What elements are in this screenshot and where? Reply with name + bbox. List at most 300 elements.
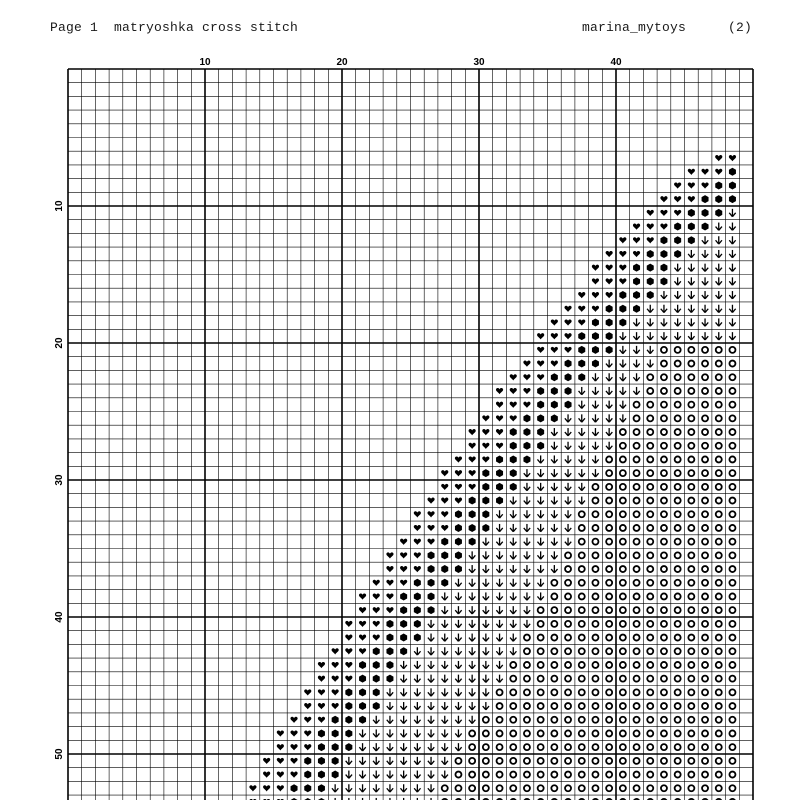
filled-hexagon-symbol <box>510 483 517 491</box>
filled-hexagon-symbol <box>359 716 366 724</box>
filled-hexagon-symbol <box>386 620 393 628</box>
ring-symbol <box>634 470 640 476</box>
ring-symbol <box>634 429 640 435</box>
ring-symbol <box>702 730 708 736</box>
ring-symbol <box>538 703 544 709</box>
heart-symbol <box>701 182 708 188</box>
down-arrow-symbol <box>620 373 626 381</box>
ring-symbol <box>592 593 598 599</box>
ring-symbol <box>702 498 708 504</box>
ring-symbol <box>702 525 708 531</box>
ring-symbol <box>469 744 475 750</box>
ring-symbol <box>634 785 640 791</box>
down-arrow-symbol <box>661 332 667 340</box>
ring-symbol <box>716 539 722 545</box>
ring-symbol <box>716 402 722 408</box>
heart-symbol <box>606 278 613 284</box>
ring-symbol <box>647 772 653 778</box>
ring-symbol <box>661 662 667 668</box>
ring-symbol <box>729 621 735 627</box>
ring-symbol <box>729 772 735 778</box>
heart-symbol <box>633 237 640 243</box>
down-arrow-symbol <box>400 716 406 724</box>
ring-symbol <box>661 402 667 408</box>
down-arrow-symbol <box>442 620 448 628</box>
down-arrow-symbol <box>729 264 735 272</box>
down-arrow-symbol <box>537 579 543 587</box>
down-arrow-symbol <box>702 332 708 340</box>
down-arrow-symbol <box>373 784 379 792</box>
ring-symbol <box>729 662 735 668</box>
ring-symbol <box>729 361 735 367</box>
ring-symbol <box>661 566 667 572</box>
down-arrow-symbol <box>483 579 489 587</box>
filled-hexagon-symbol <box>496 483 503 491</box>
ring-symbol <box>716 621 722 627</box>
down-arrow-symbol <box>455 592 461 600</box>
heart-symbol <box>386 580 393 586</box>
heart-symbol <box>469 443 476 449</box>
filled-hexagon-symbol <box>414 579 421 587</box>
ring-symbol <box>675 758 681 764</box>
row-label: 40 <box>54 611 65 623</box>
ring-symbol <box>606 484 612 490</box>
ring-symbol <box>661 525 667 531</box>
ring-symbol <box>688 484 694 490</box>
ring-symbol <box>538 730 544 736</box>
ring-symbol <box>688 717 694 723</box>
heart-symbol <box>386 552 393 558</box>
heart-symbol <box>373 607 380 613</box>
ring-symbol <box>483 744 489 750</box>
heart-symbol <box>523 388 530 394</box>
filled-hexagon-symbol <box>537 387 544 395</box>
filled-hexagon-symbol <box>551 401 558 409</box>
heart-symbol <box>688 182 695 188</box>
filled-hexagon-symbol <box>400 592 407 600</box>
down-arrow-symbol <box>661 291 667 299</box>
heart-symbol <box>318 717 325 723</box>
down-arrow-symbol <box>469 661 475 669</box>
filled-hexagon-symbol <box>537 414 544 422</box>
ring-symbol <box>551 621 557 627</box>
ring-symbol <box>592 717 598 723</box>
ring-symbol <box>675 361 681 367</box>
down-arrow-symbol <box>496 592 502 600</box>
ring-symbol <box>702 415 708 421</box>
down-arrow-symbol <box>428 661 434 669</box>
ring-symbol <box>592 758 598 764</box>
ring-symbol <box>606 470 612 476</box>
heart-symbol <box>729 155 736 161</box>
ring-symbol <box>497 785 503 791</box>
down-arrow-symbol <box>442 606 448 614</box>
ring-symbol <box>455 785 461 791</box>
ring-symbol <box>634 593 640 599</box>
ring-symbol <box>510 662 516 668</box>
heart-symbol <box>386 593 393 599</box>
filled-hexagon-symbol <box>715 209 722 217</box>
filled-hexagon-symbol <box>633 305 640 313</box>
down-arrow-symbol <box>428 716 434 724</box>
ring-symbol <box>729 402 735 408</box>
ring-symbol <box>688 772 694 778</box>
ring-symbol <box>551 676 557 682</box>
heart-symbol <box>619 237 626 243</box>
ring-symbol <box>592 635 598 641</box>
ring-symbol <box>510 703 516 709</box>
ring-symbol <box>592 621 598 627</box>
down-arrow-symbol <box>729 209 735 217</box>
down-arrow-symbol <box>579 414 585 422</box>
down-arrow-symbol <box>592 414 598 422</box>
down-arrow-symbol <box>688 305 694 313</box>
filled-hexagon-symbol <box>715 181 722 189</box>
ring-symbol <box>647 552 653 558</box>
down-arrow-symbol <box>469 551 475 559</box>
ring-symbol <box>551 785 557 791</box>
ring-symbol <box>716 703 722 709</box>
ring-symbol <box>606 717 612 723</box>
ring-symbol <box>592 662 598 668</box>
down-arrow-symbol <box>633 318 639 326</box>
filled-hexagon-symbol <box>469 510 476 518</box>
ring-symbol <box>620 484 626 490</box>
down-arrow-symbol <box>702 236 708 244</box>
ring-symbol <box>592 689 598 695</box>
ring-symbol <box>675 593 681 599</box>
ring-symbol <box>579 785 585 791</box>
down-arrow-symbol <box>428 675 434 683</box>
heart-symbol <box>510 388 517 394</box>
filled-hexagon-symbol <box>414 592 421 600</box>
down-arrow-symbol <box>428 784 434 792</box>
down-arrow-symbol <box>579 483 585 491</box>
filled-hexagon-symbol <box>523 428 530 436</box>
heart-symbol <box>578 292 585 298</box>
down-arrow-symbol <box>688 291 694 299</box>
down-arrow-symbol <box>442 743 448 751</box>
ring-symbol <box>729 580 735 586</box>
down-arrow-symbol <box>428 647 434 655</box>
ring-symbol <box>606 758 612 764</box>
ring-symbol <box>579 607 585 613</box>
ring-symbol <box>688 347 694 353</box>
down-arrow-symbol <box>565 455 571 463</box>
ring-symbol <box>483 772 489 778</box>
down-arrow-symbol <box>537 565 543 573</box>
heart-symbol <box>359 635 366 641</box>
ring-symbol <box>647 689 653 695</box>
ring-symbol <box>510 744 516 750</box>
down-arrow-symbol <box>442 661 448 669</box>
filled-hexagon-symbol <box>592 360 599 368</box>
down-arrow-symbol <box>496 675 502 683</box>
filled-hexagon-symbol <box>537 401 544 409</box>
ring-symbol <box>551 689 557 695</box>
down-arrow-symbol <box>428 634 434 642</box>
ring-symbol <box>469 785 475 791</box>
filled-hexagon-symbol <box>428 565 435 573</box>
ring-symbol <box>620 566 626 572</box>
ring-symbol <box>565 648 571 654</box>
down-arrow-symbol <box>483 620 489 628</box>
filled-hexagon-symbol <box>523 455 530 463</box>
filled-hexagon-symbol <box>414 620 421 628</box>
ring-symbol <box>702 347 708 353</box>
ring-symbol <box>579 772 585 778</box>
ring-symbol <box>551 635 557 641</box>
filled-hexagon-symbol <box>318 729 325 737</box>
down-arrow-symbol <box>592 428 598 436</box>
heart-symbol <box>688 169 695 175</box>
heart-symbol <box>482 456 489 462</box>
down-arrow-symbol <box>716 305 722 313</box>
filled-hexagon-symbol <box>551 414 558 422</box>
ring-symbol <box>675 772 681 778</box>
ring-symbol <box>688 552 694 558</box>
heart-symbol <box>564 333 571 339</box>
ring-symbol <box>551 580 557 586</box>
down-arrow-symbol <box>729 277 735 285</box>
ring-symbol <box>483 758 489 764</box>
heart-symbol <box>290 717 297 723</box>
down-arrow-symbol <box>729 318 735 326</box>
down-arrow-symbol <box>729 236 735 244</box>
down-arrow-symbol <box>537 455 543 463</box>
ring-symbol <box>592 607 598 613</box>
filled-hexagon-symbol <box>619 291 626 299</box>
filled-hexagon-symbol <box>633 264 640 272</box>
down-arrow-symbol <box>592 469 598 477</box>
ring-symbol <box>702 402 708 408</box>
page-label: Page 1 matryoshka cross stitch <box>50 20 299 35</box>
heart-symbol <box>290 730 297 736</box>
ring-symbol <box>634 566 640 572</box>
ring-symbol <box>675 456 681 462</box>
ring-symbol <box>620 470 626 476</box>
ring-symbol <box>634 730 640 736</box>
ring-symbol <box>592 552 598 558</box>
ring-symbol <box>634 402 640 408</box>
ring-symbol <box>729 758 735 764</box>
ring-symbol <box>716 525 722 531</box>
ring-symbol <box>565 580 571 586</box>
heart-symbol <box>660 196 667 202</box>
down-arrow-symbol <box>716 264 722 272</box>
ring-symbol <box>634 525 640 531</box>
ring-symbol <box>579 635 585 641</box>
heart-symbol <box>332 662 339 668</box>
filled-hexagon-symbol <box>647 277 654 285</box>
ring-symbol <box>716 730 722 736</box>
ring-symbol <box>620 607 626 613</box>
ring-symbol <box>729 648 735 654</box>
filled-hexagon-symbol <box>633 277 640 285</box>
ring-symbol <box>675 580 681 586</box>
ring-symbol <box>661 593 667 599</box>
ring-symbol <box>469 758 475 764</box>
heart-symbol <box>441 470 448 476</box>
ring-symbol <box>647 593 653 599</box>
filled-hexagon-symbol <box>729 195 736 203</box>
down-arrow-symbol <box>537 551 543 559</box>
ring-symbol <box>688 676 694 682</box>
ring-symbol <box>716 511 722 517</box>
ring-symbol <box>634 511 640 517</box>
ring-symbol <box>538 621 544 627</box>
ring-symbol <box>716 676 722 682</box>
filled-hexagon-symbol <box>510 455 517 463</box>
ring-symbol <box>592 566 598 572</box>
filled-hexagon-symbol <box>304 771 311 779</box>
heart-symbol <box>564 347 571 353</box>
ring-symbol <box>634 662 640 668</box>
heart-symbol <box>359 607 366 613</box>
filled-hexagon-symbol <box>578 373 585 381</box>
heart-symbol <box>373 635 380 641</box>
down-arrow-symbol <box>469 606 475 614</box>
down-arrow-symbol <box>537 469 543 477</box>
ring-symbol <box>634 580 640 586</box>
ring-symbol <box>661 703 667 709</box>
ring-symbol <box>510 785 516 791</box>
down-arrow-symbol <box>729 223 735 231</box>
down-arrow-symbol <box>483 634 489 642</box>
ring-symbol <box>661 744 667 750</box>
filled-hexagon-symbol <box>441 579 448 587</box>
heart-symbol <box>304 689 311 695</box>
ring-symbol <box>634 484 640 490</box>
down-arrow-symbol <box>483 661 489 669</box>
ring-symbol <box>688 730 694 736</box>
down-arrow-symbol <box>702 318 708 326</box>
ring-symbol <box>729 429 735 435</box>
down-arrow-symbol <box>400 757 406 765</box>
down-arrow-symbol <box>647 332 653 340</box>
ring-symbol <box>579 580 585 586</box>
ring-symbol <box>634 552 640 558</box>
heart-symbol <box>290 744 297 750</box>
down-arrow-symbol <box>442 634 448 642</box>
down-arrow-symbol <box>373 729 379 737</box>
ring-symbol <box>606 689 612 695</box>
filled-hexagon-symbol <box>291 784 298 792</box>
heart-symbol <box>290 772 297 778</box>
filled-hexagon-symbol <box>318 757 325 765</box>
down-arrow-symbol <box>688 318 694 326</box>
down-arrow-symbol <box>551 565 557 573</box>
ring-symbol <box>647 566 653 572</box>
ring-symbol <box>551 730 557 736</box>
down-arrow-symbol <box>400 688 406 696</box>
ring-symbol <box>606 772 612 778</box>
ring-symbol <box>675 744 681 750</box>
ring-symbol <box>510 689 516 695</box>
down-arrow-symbol <box>579 401 585 409</box>
ring-symbol <box>688 429 694 435</box>
filled-hexagon-symbol <box>400 606 407 614</box>
ring-symbol <box>716 498 722 504</box>
down-arrow-symbol <box>455 743 461 751</box>
heart-symbol <box>373 621 380 627</box>
filled-hexagon-symbol <box>441 551 448 559</box>
ring-symbol <box>592 744 598 750</box>
down-arrow-symbol <box>496 579 502 587</box>
down-arrow-symbol <box>674 332 680 340</box>
ring-symbol <box>729 456 735 462</box>
ring-symbol <box>688 758 694 764</box>
heart-symbol <box>263 758 270 764</box>
down-arrow-symbol <box>483 675 489 683</box>
ring-symbol <box>688 580 694 586</box>
down-arrow-symbol <box>346 757 352 765</box>
down-arrow-symbol <box>387 716 393 724</box>
ring-symbol <box>565 676 571 682</box>
ring-symbol <box>524 662 530 668</box>
down-arrow-symbol <box>716 223 722 231</box>
down-arrow-symbol <box>620 360 626 368</box>
heart-symbol <box>277 744 284 750</box>
ring-symbol <box>579 648 585 654</box>
ring-symbol <box>702 717 708 723</box>
filled-hexagon-symbol <box>318 743 325 751</box>
heart-symbol <box>290 758 297 764</box>
filled-hexagon-symbol <box>441 538 448 546</box>
down-arrow-symbol <box>455 688 461 696</box>
filled-hexagon-symbol <box>606 305 613 313</box>
down-arrow-symbol <box>469 702 475 710</box>
down-arrow-symbol <box>483 565 489 573</box>
ring-symbol <box>497 772 503 778</box>
ring-symbol <box>579 703 585 709</box>
filled-hexagon-symbol <box>537 428 544 436</box>
heart-symbol <box>414 566 421 572</box>
ring-symbol <box>702 635 708 641</box>
ring-symbol <box>524 744 530 750</box>
heart-symbol <box>647 224 654 230</box>
ring-symbol <box>647 511 653 517</box>
ring-symbol <box>592 511 598 517</box>
down-arrow-symbol <box>359 784 365 792</box>
filled-hexagon-symbol <box>428 592 435 600</box>
down-arrow-symbol <box>716 236 722 244</box>
filled-hexagon-symbol <box>332 716 339 724</box>
down-arrow-symbol <box>400 729 406 737</box>
down-arrow-symbol <box>455 620 461 628</box>
down-arrow-symbol <box>606 387 612 395</box>
down-arrow-symbol <box>565 497 571 505</box>
ring-symbol <box>634 456 640 462</box>
ring-symbol <box>620 717 626 723</box>
ring-symbol <box>620 498 626 504</box>
ring-symbol <box>606 676 612 682</box>
ring-symbol <box>675 566 681 572</box>
down-arrow-symbol <box>373 716 379 724</box>
filled-hexagon-symbol <box>373 688 380 696</box>
ring-symbol <box>702 361 708 367</box>
filled-hexagon-symbol <box>537 442 544 450</box>
ring-symbol <box>497 744 503 750</box>
ring-symbol <box>661 443 667 449</box>
ring-symbol <box>620 648 626 654</box>
ring-symbol <box>702 621 708 627</box>
down-arrow-symbol <box>592 442 598 450</box>
down-arrow-symbol <box>633 346 639 354</box>
heart-symbol <box>386 566 393 572</box>
down-arrow-symbol <box>524 497 530 505</box>
ring-symbol <box>442 785 448 791</box>
